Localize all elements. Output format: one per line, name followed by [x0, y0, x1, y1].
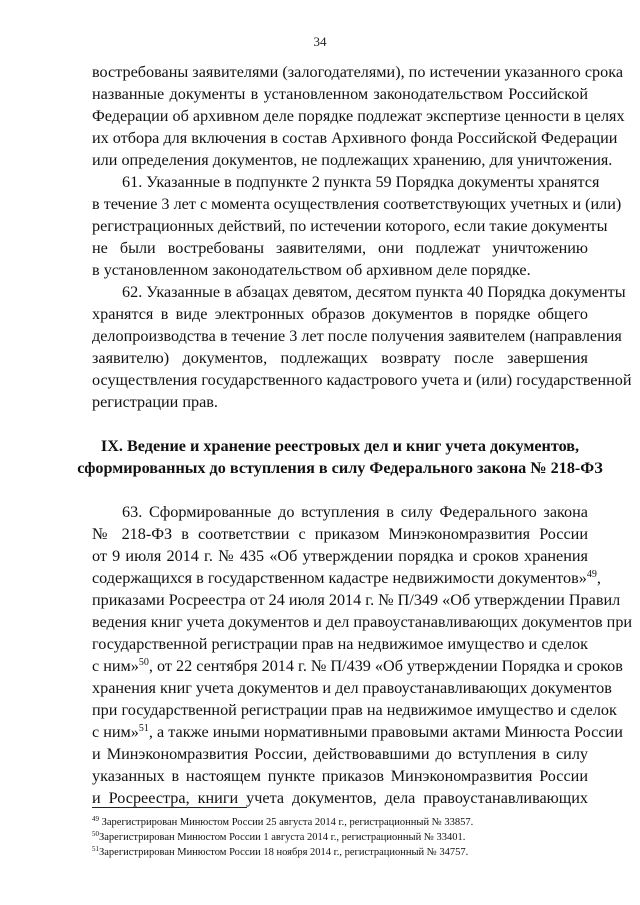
text-line: регистрационных действий, по истечении которого, если такие документы: [92, 217, 608, 235]
text-line: 62. Указанные в абзацах девятом, десятом пункта 40 Порядка документы: [122, 283, 626, 301]
text-line: и Минэкономразвития России, действовавшими до вступления в силу: [92, 745, 588, 763]
footnote-number: 51: [92, 845, 99, 853]
text-span: , от 22 сентября 2014 г. № П/439 «Об утверждении Порядка и сроков: [148, 657, 623, 675]
text-span: с ним»: [92, 657, 139, 675]
text-line: не были востребованы заявителями, они подлежат уничтожению: [92, 239, 588, 257]
text-line: № 218-ФЗ в соответствии с приказом Минэкономразвития России: [92, 525, 588, 543]
text-line: осуществления государственного кадастрового учета и (или) государственной: [92, 371, 632, 389]
footnote: [92, 831, 588, 844]
text-line: востребованы заявителями (залогодателями), по истечении указанного срока: [92, 63, 624, 81]
footnote-number: 49: [92, 815, 99, 823]
text-line: и Росреестра, книги учета документов, дела правоустанавливающих: [92, 789, 588, 807]
text-line: Федерации об архивном деле порядке подлежат экспертизе ценности в целях: [92, 107, 625, 125]
text-span: содержащихся в государственном кадастре недвижимости документов»: [92, 569, 587, 587]
text-line: [92, 722, 623, 742]
text-span: с ним»: [92, 723, 139, 741]
text-line: в установленном законодательством об архивном деле порядке.: [92, 261, 531, 279]
text-line: заявителю) документов, подлежащих возврату после завершения: [92, 349, 588, 367]
text-line: при государственной регистрации прав на недвижимое имущество и сделок: [92, 701, 617, 719]
text-line: 63. Сформированные до вступления в силу Федерального закона: [122, 503, 588, 521]
text-line: или определения документов, не подлежащих хранению, для уничтожения.: [92, 151, 613, 169]
footnote-separator: [92, 807, 247, 808]
text-line: регистрации прав.: [92, 393, 218, 411]
text-line: хранятся в виде электронных образов документов в порядке общего: [92, 305, 588, 323]
section-heading: сформированных до вступления в силу Федерального закона № 218-ФЗ: [77, 459, 603, 477]
text-line: государственной регистрации прав на недвижимое имущество и сделок: [92, 635, 588, 653]
footnote-ref[interactable]: 50: [138, 657, 149, 668]
text-line: их отбора для включения в состав Архивного фонда Российской Федерации: [92, 129, 618, 147]
footnote: [92, 816, 588, 829]
footnote-ref[interactable]: 51: [138, 723, 149, 734]
text-line: приказами Росреестра от 24 июля 2014 г. № П/349 «Об утверждении Правил: [92, 591, 621, 609]
footnote-number: 50: [92, 830, 99, 838]
footnote-text: Зарегистрирован Минюстом России 1 августа 2014 г., регистрационный № 33401.: [99, 832, 466, 843]
text-line: ведения книг учета документов и дел правоустанавливающих документов при: [92, 613, 633, 631]
text-line: в течение 3 лет с момента осуществления соответствующих учетных и (или): [92, 195, 622, 213]
text-line: хранения книг учета документов и дел правоустанавливающих документов: [92, 679, 612, 697]
text-span: , а также иными нормативными правовыми актами Минюста России: [148, 723, 623, 741]
footnote-text: Зарегистрирован Минюстом России 18 ноября 2014 г., регистрационный № 34757.: [99, 847, 469, 858]
footnote-text: Зарегистрирован Минюстом России 25 августа 2014 г., регистрационный № 33857.: [99, 817, 474, 828]
section-heading: IX. Ведение и хранение реестровых дел и книг учета документов,: [100, 437, 580, 455]
page-number: 34: [313, 34, 327, 49]
text-line: названные документы в установленном законодательством Российской: [92, 85, 588, 103]
text-line: [92, 656, 623, 676]
text-line: 61. Указанные в подпункте 2 пункта 59 Порядка документы хранятся: [122, 173, 600, 191]
text-line: указанных в настоящем пункте приказов Минэкономразвития России: [92, 767, 588, 785]
text-line: делопроизводства в течение 3 лет после получения заявителем (направления: [92, 327, 622, 345]
text-line: содержащихся в государственном кадастре недвижимости документов»$^{49}$,: [92, 569, 601, 587]
text-line: от 9 июля 2014 г. № 435 «Об утверждении порядка и сроков хранения: [92, 547, 588, 565]
footnote: [92, 846, 588, 859]
footnote-ref[interactable]: 49: [586, 569, 597, 580]
